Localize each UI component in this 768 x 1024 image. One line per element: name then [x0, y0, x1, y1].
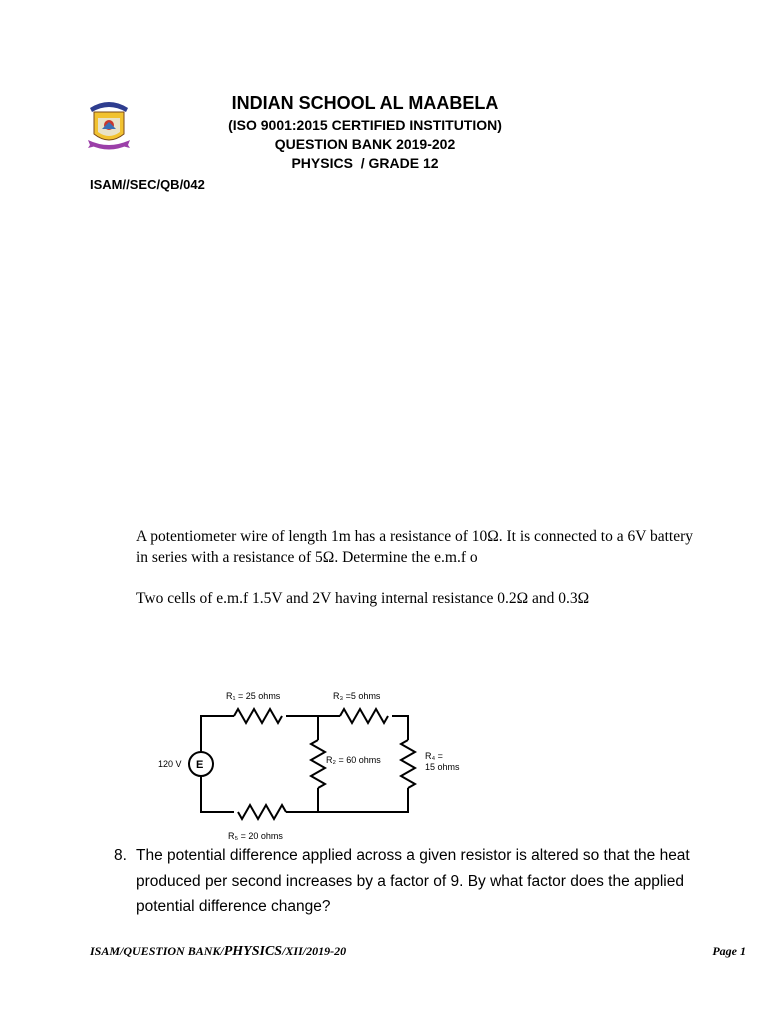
question-bank-title: QUESTION BANK 2019-202 — [274, 136, 456, 152]
source-voltage-label: 120 V — [158, 759, 182, 769]
subject-grade: PHYSICS / GRADE 12 — [291, 155, 439, 171]
resistor-r3 — [340, 709, 388, 723]
r4-label-line1: R₄ = — [425, 751, 443, 761]
school-name: INDIAN SCHOOL AL MAABELA — [231, 93, 499, 113]
resistor-r5 — [238, 805, 286, 819]
footer-suffix: /XII/2019-20 — [282, 944, 347, 958]
resistor-r2 — [311, 740, 325, 788]
r3-label: R₃ =5 ohms — [333, 691, 381, 701]
footer-reference — [90, 944, 346, 960]
question-potentiometer: A potentiometer wire of length 1m has a resistance of 10Ω. It is connected to a 6V battery in series with a resistance of 5Ω. Determine the e.m.f o — [136, 528, 694, 566]
r4-label-line2: 15 ohms — [425, 762, 460, 772]
question-two-cells: Two cells of e.m.f 1.5V and 2V having internal resistance 0.2Ω and 0.3Ω — [136, 590, 590, 607]
source-symbol: E — [196, 759, 204, 771]
wire-top-right — [392, 716, 408, 740]
wire-top-left — [201, 716, 234, 752]
certification-line: (ISO 9001:2015 CERTIFIED INSTITUTION) — [228, 117, 502, 133]
footer-subject: PHYSICS — [223, 944, 283, 959]
r2-label: R₂ = 60 ohms — [326, 755, 381, 765]
question-8-text: The potential difference applied across a given resistor is altered so that the heat produced per second increases by a factor of 9. By what factor does the applied potential difference change? — [136, 847, 690, 915]
r5-label: R₅ = 20 ohms — [228, 831, 283, 841]
question-number: 8. — [114, 847, 127, 864]
resistor-r1 — [234, 709, 282, 723]
wire-bottom-left — [201, 776, 234, 812]
school-logo — [84, 98, 134, 152]
page-number: Page 1 — [712, 944, 746, 958]
footer-prefix: ISAM/QUESTION BANK/ — [90, 944, 224, 958]
wire-right-bottom — [318, 788, 408, 812]
circuit-diagram — [150, 686, 480, 842]
reference-code: ISAM//SEC/QB/042 — [90, 177, 205, 192]
r1-label: R₁ = 25 ohms — [226, 691, 281, 701]
resistor-r4 — [401, 740, 415, 788]
wire-mid-bottom — [286, 788, 318, 812]
